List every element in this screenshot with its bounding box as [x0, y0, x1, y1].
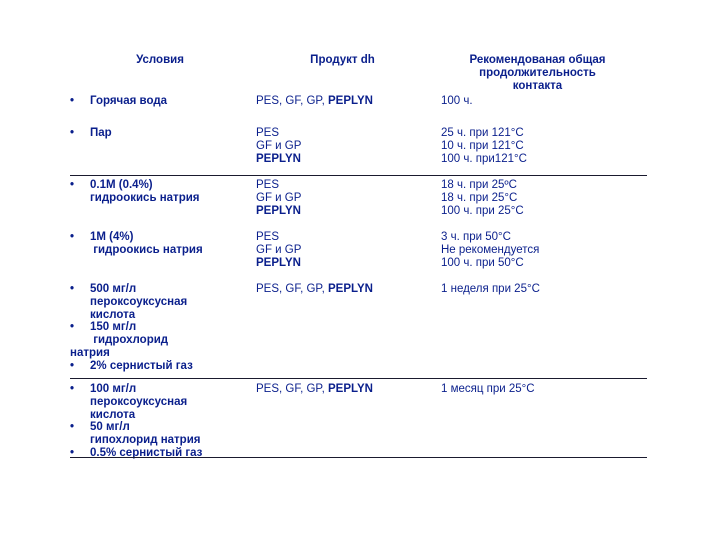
row-divider: [70, 457, 647, 458]
header-product: Продукт dh: [310, 54, 375, 66]
product-name: GF и GP: [256, 139, 302, 152]
product-name-highlight: PEPLYN: [256, 152, 301, 165]
bullet-icon: •: [70, 359, 75, 372]
contact-time-text: 1 неделя при 25°С: [441, 283, 540, 295]
header-contact-time-line: контакта: [512, 80, 563, 92]
product-name: PES: [256, 231, 280, 243]
condition-text: 100 мг/л: [90, 383, 137, 395]
bullet-icon: •: [70, 321, 75, 334]
condition-item: [70, 383, 255, 421]
condition-text: пероксоуксусная: [90, 295, 188, 308]
product-name-highlight: PEPLYN: [328, 95, 373, 107]
conditions-cell: [70, 231, 255, 257]
bullet-icon: •: [70, 283, 75, 295]
condition-item: [70, 360, 255, 373]
condition-text: 2% сернистый газ: [90, 359, 193, 372]
product-line: [256, 153, 436, 166]
condition-text: 0.1M (0.4%): [90, 179, 153, 191]
product-cell: [256, 383, 436, 396]
condition-item: [70, 321, 255, 347]
product-line: [256, 231, 436, 244]
bullet-icon: •: [70, 446, 75, 459]
conditions-cell: [70, 127, 255, 140]
product-line: [256, 192, 436, 205]
product-cell: [256, 179, 436, 217]
condition-item: [70, 95, 255, 108]
condition-item: [70, 127, 255, 140]
product-line: [256, 140, 436, 153]
product-name-highlight: PEPLYN: [328, 383, 373, 395]
contact-time-cell: [441, 95, 651, 108]
product-name: PES: [256, 127, 280, 139]
contact-time-text: 1 месяц при 25°С: [441, 383, 535, 395]
condition-text: натрия: [70, 346, 110, 359]
product-cell: [256, 127, 436, 165]
conditions-cell: [70, 283, 255, 373]
product-name: PES, GF, GP,: [256, 283, 329, 295]
header-contact-time-line: продолжительность: [479, 67, 596, 79]
contact-time-text: 100 ч. при 25°С: [441, 204, 524, 217]
contact-time-text: 18 ч. при 25°С: [441, 191, 518, 204]
condition-text: гидроокись натрия: [90, 243, 203, 256]
product-cell: [256, 231, 436, 269]
condition-item: [70, 421, 255, 447]
product-line: [256, 127, 436, 140]
condition-text: 150 мг/л: [90, 321, 137, 334]
row-divider: [70, 378, 647, 379]
product-line: [256, 179, 436, 192]
product-line: [256, 257, 436, 270]
product-name: PES, GF, GP,: [256, 95, 329, 107]
condition-text: 500 мг/л: [90, 283, 137, 295]
contact-time-text: 10 ч. при 121°С: [441, 139, 524, 152]
condition-text: Горячая вода: [90, 95, 168, 107]
contact-time-cell: [441, 127, 651, 165]
condition-item: [70, 231, 255, 257]
product-line: [256, 283, 436, 296]
product-line: [256, 244, 436, 257]
contact-time-cell: [441, 231, 651, 269]
product-name: PES, GF, GP,: [256, 383, 329, 395]
contact-time-cell: [441, 179, 651, 217]
bullet-icon: •: [70, 421, 75, 434]
bullet-icon: •: [70, 179, 75, 191]
product-cell: [256, 283, 436, 296]
condition-item: [70, 347, 255, 360]
condition-text: 0.5% сернистый газ: [90, 446, 203, 459]
condition-text: 1M (4%): [90, 231, 134, 243]
conditions-cell: [70, 95, 255, 108]
product-cell: [256, 95, 436, 108]
condition-item: [70, 179, 255, 205]
condition-item: [70, 283, 255, 321]
header-contact-time: [425, 54, 650, 93]
conditions-cell: [70, 179, 255, 205]
product-name: GF и GP: [256, 191, 302, 204]
condition-text: 50 мг/л: [90, 421, 130, 434]
product-name-highlight: PEPLYN: [328, 283, 373, 295]
bullet-icon: •: [70, 383, 75, 395]
contact-time-text: 100 ч. при 50°С: [441, 256, 524, 269]
product-line: [256, 205, 436, 218]
condition-text: пероксоуксусная: [90, 395, 188, 408]
contact-time-text: 100 ч. при121°С: [441, 152, 527, 165]
product-name-highlight: PEPLYN: [256, 204, 301, 217]
contact-time-text: Не рекомендуется: [441, 243, 540, 256]
contact-time-cell: [441, 283, 651, 296]
conditions-cell: [70, 383, 255, 460]
contact-time-text: 3 ч. при 50°С: [441, 231, 511, 243]
condition-text: Пар: [90, 127, 112, 139]
condition-text: гипохлорид натрия: [90, 434, 201, 447]
bullet-icon: •: [70, 127, 75, 139]
condition-text: гидроокись натрия: [90, 191, 200, 204]
condition-text: кислота: [90, 408, 136, 421]
product-name: GF и GP: [256, 243, 302, 256]
product-line: [256, 383, 436, 396]
condition-text: кислота: [90, 308, 136, 321]
header-conditions: Условия: [136, 54, 184, 66]
product-line: [256, 95, 436, 108]
contact-time-cell: [441, 383, 651, 396]
header-contact-time-line: Рекомендованая общая: [469, 54, 606, 66]
bullet-icon: •: [70, 95, 75, 107]
contact-time-text: 25 ч. при 121°С: [441, 127, 524, 139]
condition-text: гидрохлорид: [90, 334, 169, 347]
contact-time-text: 18 ч. при 25ºС: [441, 179, 517, 191]
product-name: PES: [256, 179, 280, 191]
product-name-highlight: PEPLYN: [256, 256, 301, 269]
contact-time-text: 100 ч.: [441, 95, 473, 107]
bullet-icon: •: [70, 231, 75, 243]
row-divider: [70, 175, 647, 176]
